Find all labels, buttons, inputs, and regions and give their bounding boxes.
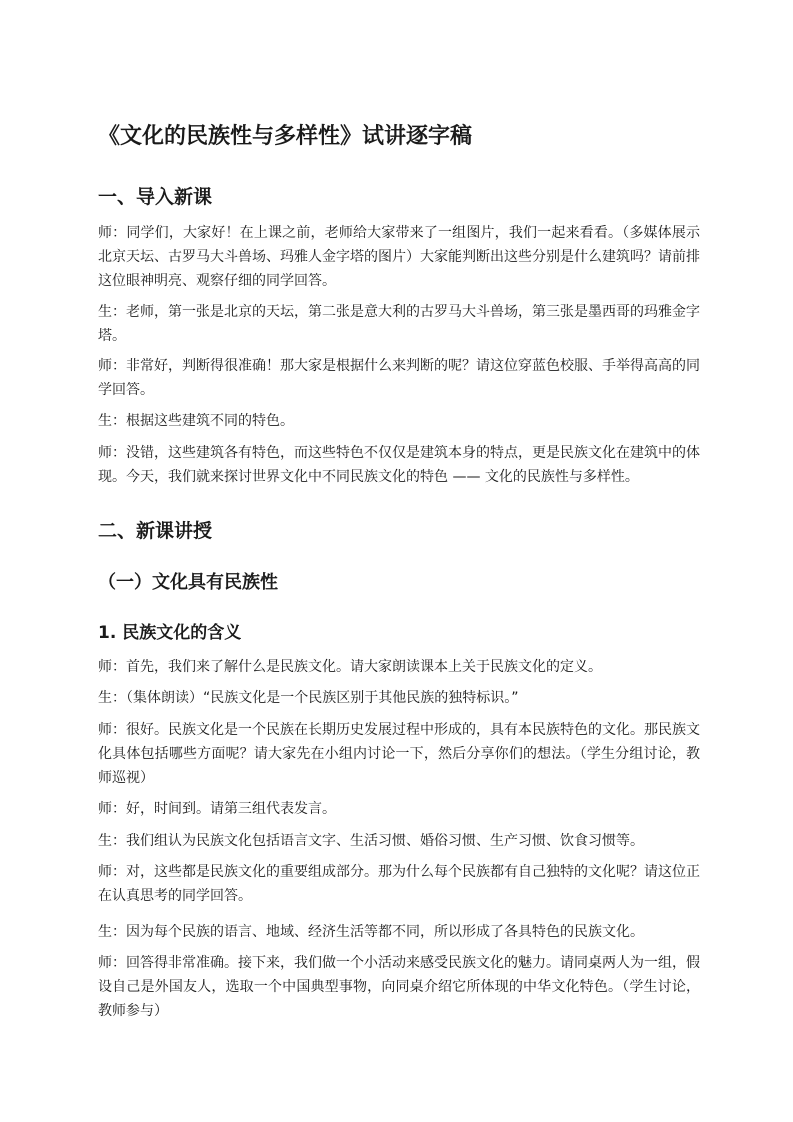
paragraph: 师：首先，我们来了解什么是民族文化。请大家朗读课本上关于民族文化的定义。 bbox=[98, 659, 602, 675]
paragraph: 师：很好。民族文化是一个民族在长期历史发展过程中形成的，具有本民族特色的文化。那民族文化具体包括哪些方面呢？请大家先在小组内讨论一下，然后分享你们的想法。（学生分组讨论，教师巡视） bbox=[98, 722, 700, 786]
paragraph: 师：非常好，判断得很准确！那大家是根据什么来判断的呢？请这位穿蓝色校服、手举得高高的同学回答。 bbox=[98, 358, 700, 398]
paragraph: 生：我们组认为民族文化包括语言文字、生活习惯、婚俗习惯、生产习惯、饮食习惯等。 bbox=[98, 833, 644, 849]
paragraph: 师：对，这些都是民族文化的重要组成部分。那为什么每个民族都有自己独特的文化呢？请这位正在认真思考的同学回答。 bbox=[98, 864, 700, 904]
point-heading: 1. 民族文化的含义 bbox=[98, 623, 242, 643]
paragraph: 生：（集体朗读）“民族文化是一个民族区别于其他民族的独特标识。” bbox=[98, 690, 519, 706]
paragraph: 师：好，时间到。请第三组代表发言。 bbox=[98, 801, 336, 817]
subsection-heading: （一）文化具有民族性 bbox=[98, 572, 278, 593]
paragraph: 师：没错，这些建筑各有特色，而这些特色不仅仅是建筑本身的特点，更是民族文化在建筑中的体现。今天，我们就来探讨世界文化中不同民族文化的特色 —— 文化的民族性与多样性。 bbox=[98, 445, 700, 485]
paragraph: 师：回答得非常准确。接下来，我们做一个小活动来感受民族文化的魅力。请同桌两人为一组，假设自己是外国友人，选取一个中国典型事物，向同桌介绍它所体现的中华文化特色。（学生讨论，教师参与） bbox=[98, 955, 700, 1019]
paragraph: 生：因为每个民族的语言、地域、经济生活等都不同，所以形成了各具特色的民族文化。 bbox=[98, 924, 644, 940]
document-title: 《文化的民族性与多样性》试讲逐字稿 bbox=[98, 124, 473, 149]
paragraph: 生：根据这些建筑不同的特色。 bbox=[98, 413, 294, 429]
paragraph: 生：老师，第一张是北京的天坛，第二张是意大利的古罗马大斗兽场，第三张是墨西哥的玛雅金字塔。 bbox=[98, 304, 700, 344]
section-heading-new-lesson: 二、新课讲授 bbox=[98, 520, 213, 542]
section-heading-intro: 一、导入新课 bbox=[98, 186, 213, 208]
paragraph: 师：同学们，大家好！在上课之前，老师给大家带来了一组图片，我们一起来看看。（多媒体展示北京天坛、古罗马大斗兽场、玛雅人金字塔的图片）大家能判断出这些分别是什么建筑吗？请前排这位眼神明亮、观察仔细的同学回答。 bbox=[98, 225, 700, 289]
